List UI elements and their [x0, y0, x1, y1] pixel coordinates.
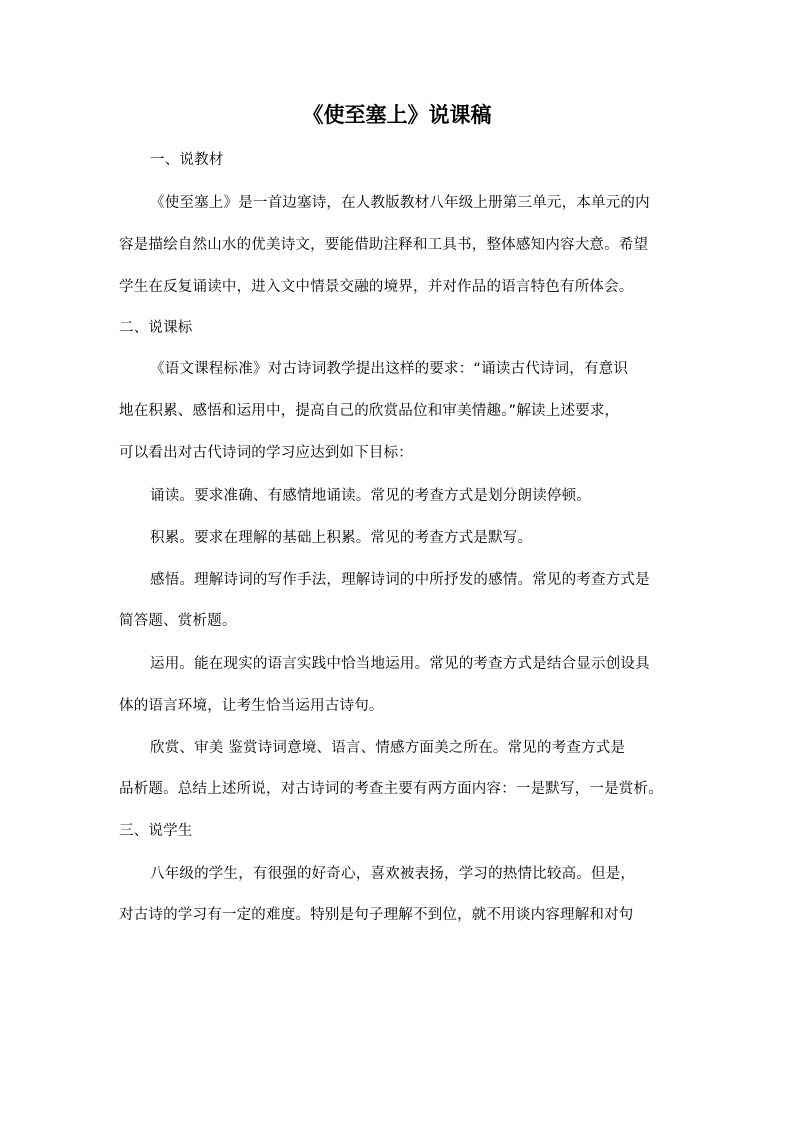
document-title: 《使至塞上》说课稿 — [302, 102, 492, 127]
paragraph-line: 可以看出对古代诗词的学习应达到如下目标： — [119, 445, 413, 461]
goal-accumulation: 积累。要求在理解的基础上积累。常见的考查方式是默写。 — [150, 530, 533, 546]
paragraph-line: 对古诗的学习有一定的难度。特别是句子理解不到位，就不用谈内容理解和对句 — [119, 907, 634, 923]
section-heading-curriculum: 二、说课标 — [119, 320, 193, 336]
goal-appreciation: 欣赏、审美 鉴赏诗词意境、语言、情感方面美之所在。常见的考查方式是 — [150, 740, 626, 756]
paragraph-line: 地在积累、感悟和运用中，提高自己的欣赏品位和审美情趣。”解读上述要求， — [119, 403, 620, 419]
paragraph-line: 体的语言环境，让考生恰当运用古诗句。 — [119, 698, 384, 714]
goal-perception: 感悟。理解诗词的写作手法，理解诗词的中所抒发的感情。常见的考查方式是 — [150, 572, 650, 588]
paragraph-line: 《使至塞上》是一首边塞诗，在人教版教材八年级上册第三单元，本单元的内 — [150, 195, 650, 211]
paragraph-line: 容是描绘自然山水的优美诗文，要能借助注释和工具书，整体感知内容大意。希望 — [119, 237, 649, 253]
section-heading-students: 三、说学生 — [119, 823, 193, 839]
paragraph-line: 简答题、赏析题。 — [119, 613, 237, 629]
paragraph-line: 品析题。总结上述所说，对古诗词的考查主要有两方面内容：一是默写，一是赏析。 — [119, 781, 663, 797]
goal-recitation: 诵读。要求准确、有感情地诵读。常见的考查方式是划分朗读停顿。 — [150, 488, 591, 504]
section-heading-textbook: 一、说教材 — [150, 152, 224, 168]
paragraph-line: 八年级的学生，有很强的好奇心，喜欢被表扬，学习的热情比较高。但是， — [150, 866, 636, 882]
goal-application: 运用。能在现实的语言实践中恰当地运用。常见的考查方式是结合显示创设具 — [150, 656, 650, 672]
paragraph-line: 《语文课程标准》对古诗词教学提出这样的要求：“诵读古代诗词，有意识 — [150, 361, 629, 377]
paragraph-line: 学生在反复诵读中，进入文中情景交融的境界，并对作品的语言特色有所体会。 — [119, 279, 634, 295]
